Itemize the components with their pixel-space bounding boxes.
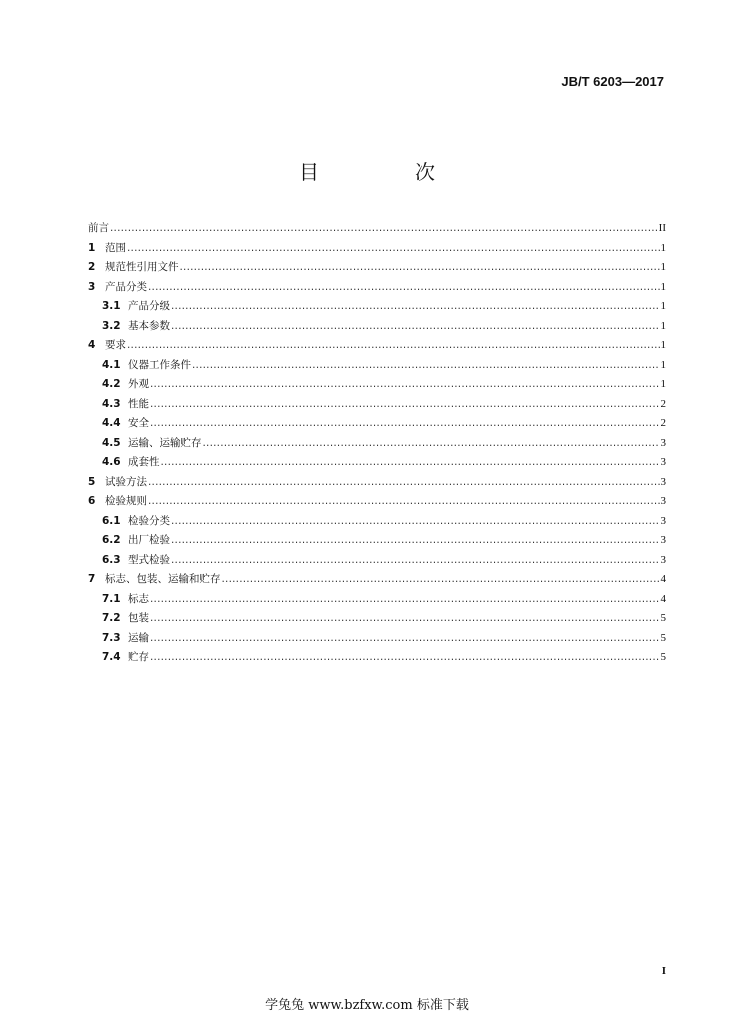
table-of-contents: [88, 220, 666, 669]
toc-entry-number: 4: [88, 339, 96, 351]
toc-entry-number: 6.3: [102, 553, 121, 566]
toc-entry-label: 基本参数: [128, 319, 170, 332]
page-number: I: [661, 965, 666, 977]
toc-entry-label: 出厂检验: [128, 534, 170, 546]
document-code: JB/T 6203—2017: [561, 74, 664, 89]
dot-leader: [148, 281, 660, 293]
toc-entry-label: 运输、运输贮存: [128, 436, 202, 449]
toc-entry-number: 3.2: [102, 319, 121, 332]
toc-entry-page: 3: [660, 475, 666, 488]
dot-leader: [192, 359, 660, 371]
toc-entry-page: 1: [660, 300, 666, 312]
dot-leader: [127, 242, 660, 254]
toc-entry-page: 3: [660, 534, 666, 546]
toc-entry-label: 前言: [88, 222, 109, 234]
toc-entry-number: 6.1: [102, 514, 121, 527]
toc-entry-number: 4.4: [102, 417, 121, 429]
dot-leader: [150, 593, 660, 605]
toc-entry-page: 5: [660, 651, 666, 663]
toc-entry-label: 检验分类: [128, 514, 170, 527]
toc-entry-page: 4: [660, 573, 666, 585]
page-title: 目 次: [299, 160, 473, 184]
toc-entry-label: 检验规则: [105, 495, 147, 507]
toc-entry-page: 1: [660, 358, 666, 371]
toc-entry-page: 5: [660, 612, 666, 624]
dot-leader: [127, 339, 660, 351]
toc-entry[interactable]: [88, 376, 666, 396]
toc-entry[interactable]: [88, 415, 666, 435]
dot-leader: [171, 515, 660, 527]
toc-entry-number: 7.1: [102, 592, 121, 605]
toc-entry-label: 外观: [128, 378, 149, 390]
toc-entry-number: 6: [88, 495, 96, 507]
toc-entry-page: 3: [660, 553, 666, 566]
toc-entry[interactable]: [88, 454, 666, 474]
toc-entry-label: 性能: [128, 397, 149, 410]
dot-leader: [222, 573, 660, 585]
dot-leader: [150, 612, 660, 624]
dot-leader: [150, 398, 660, 410]
toc-entry[interactable]: [88, 513, 666, 533]
dot-leader: [161, 456, 660, 468]
toc-entry-page: 1: [660, 378, 666, 390]
toc-entry[interactable]: [88, 259, 666, 279]
toc-entry-number: 7: [88, 573, 96, 585]
dot-leader: [171, 534, 660, 546]
toc-entry[interactable]: [88, 552, 666, 572]
dot-leader: [150, 632, 660, 644]
toc-entry[interactable]: [88, 279, 666, 299]
toc-entry-number: 3: [88, 280, 96, 293]
toc-entry-label: 运输: [128, 631, 149, 644]
dot-leader: [180, 261, 660, 273]
toc-entry[interactable]: [88, 337, 666, 357]
dot-leader: [148, 495, 660, 507]
toc-entry-page: 3: [660, 436, 666, 449]
toc-entry-number: 4.3: [102, 397, 121, 410]
toc-entry-number: 4.2: [102, 378, 121, 390]
toc-entry[interactable]: [88, 571, 666, 591]
toc-entry-number: 2: [88, 261, 96, 273]
toc-entry-label: 范围: [105, 241, 126, 254]
toc-entry-page: 5: [660, 631, 666, 644]
toc-entry-page: 1: [660, 261, 666, 273]
toc-entry[interactable]: [88, 220, 666, 240]
dot-leader: [150, 378, 660, 390]
toc-entry-number: 6.2: [102, 534, 121, 546]
toc-entry-number: 4.5: [102, 436, 121, 449]
toc-entry[interactable]: [88, 591, 666, 611]
toc-entry-number: 4.6: [102, 456, 121, 468]
toc-entry-page: 1: [660, 241, 666, 254]
toc-entry-label: 型式检验: [128, 553, 170, 566]
toc-entry-number: 7.3: [102, 631, 121, 644]
toc-entry-page: 1: [660, 319, 666, 332]
toc-entry[interactable]: [88, 435, 666, 455]
toc-entry[interactable]: [88, 493, 666, 513]
toc-entry-label: 标志: [128, 592, 149, 605]
toc-entry[interactable]: [88, 240, 666, 260]
toc-entry-label: 产品分类: [105, 280, 147, 293]
toc-entry[interactable]: [88, 474, 666, 494]
toc-entry[interactable]: [88, 649, 666, 669]
toc-entry-page: II: [658, 222, 666, 234]
toc-entry-label: 安全: [128, 417, 149, 429]
toc-entry[interactable]: [88, 318, 666, 338]
toc-entry-label: 要求: [105, 339, 126, 351]
toc-entry-number: 7.4: [102, 651, 121, 663]
toc-entry[interactable]: [88, 532, 666, 552]
dot-leader: [171, 300, 660, 312]
dot-leader: [203, 437, 660, 449]
toc-entry-page: 3: [660, 456, 666, 468]
toc-entry-page: 2: [660, 397, 666, 410]
toc-entry-label: 试验方法: [105, 475, 147, 488]
dot-leader: [150, 651, 660, 663]
toc-entry-page: 1: [660, 339, 666, 351]
toc-entry[interactable]: [88, 630, 666, 650]
toc-entry-number: 3.1: [102, 300, 121, 312]
dot-leader: [171, 320, 660, 332]
toc-entry-page: 3: [660, 514, 666, 527]
dot-leader: [171, 554, 660, 566]
toc-entry-label: 包装: [128, 612, 149, 624]
toc-entry-number: 4.1: [102, 358, 121, 371]
toc-entry-page: 1: [660, 280, 666, 293]
toc-entry-label: 仪器工作条件: [128, 358, 191, 371]
toc-entry-number: 5: [88, 475, 96, 488]
toc-entry-page: 3: [660, 495, 666, 507]
toc-entry-label: 成套性: [128, 456, 160, 468]
toc-entry-label: 标志、包装、运输和贮存: [105, 573, 221, 585]
toc-entry[interactable]: [88, 610, 666, 630]
toc-entry-page: 2: [660, 417, 666, 429]
toc-entry[interactable]: [88, 396, 666, 416]
dot-leader: [110, 222, 658, 234]
toc-entry-label: 规范性引用文件: [105, 261, 179, 273]
toc-entry-number: 1: [88, 241, 96, 254]
footer-watermark: 学兔兔 www.bzfxw.com 标准下载: [265, 998, 469, 1013]
toc-entry[interactable]: [88, 357, 666, 377]
toc-entry-label: 产品分级: [128, 300, 170, 312]
toc-entry-page: 4: [660, 592, 666, 605]
dot-leader: [148, 476, 660, 488]
toc-entry[interactable]: [88, 298, 666, 318]
toc-entry-label: 贮存: [128, 651, 149, 663]
dot-leader: [150, 417, 660, 429]
toc-entry-number: 7.2: [102, 612, 121, 624]
